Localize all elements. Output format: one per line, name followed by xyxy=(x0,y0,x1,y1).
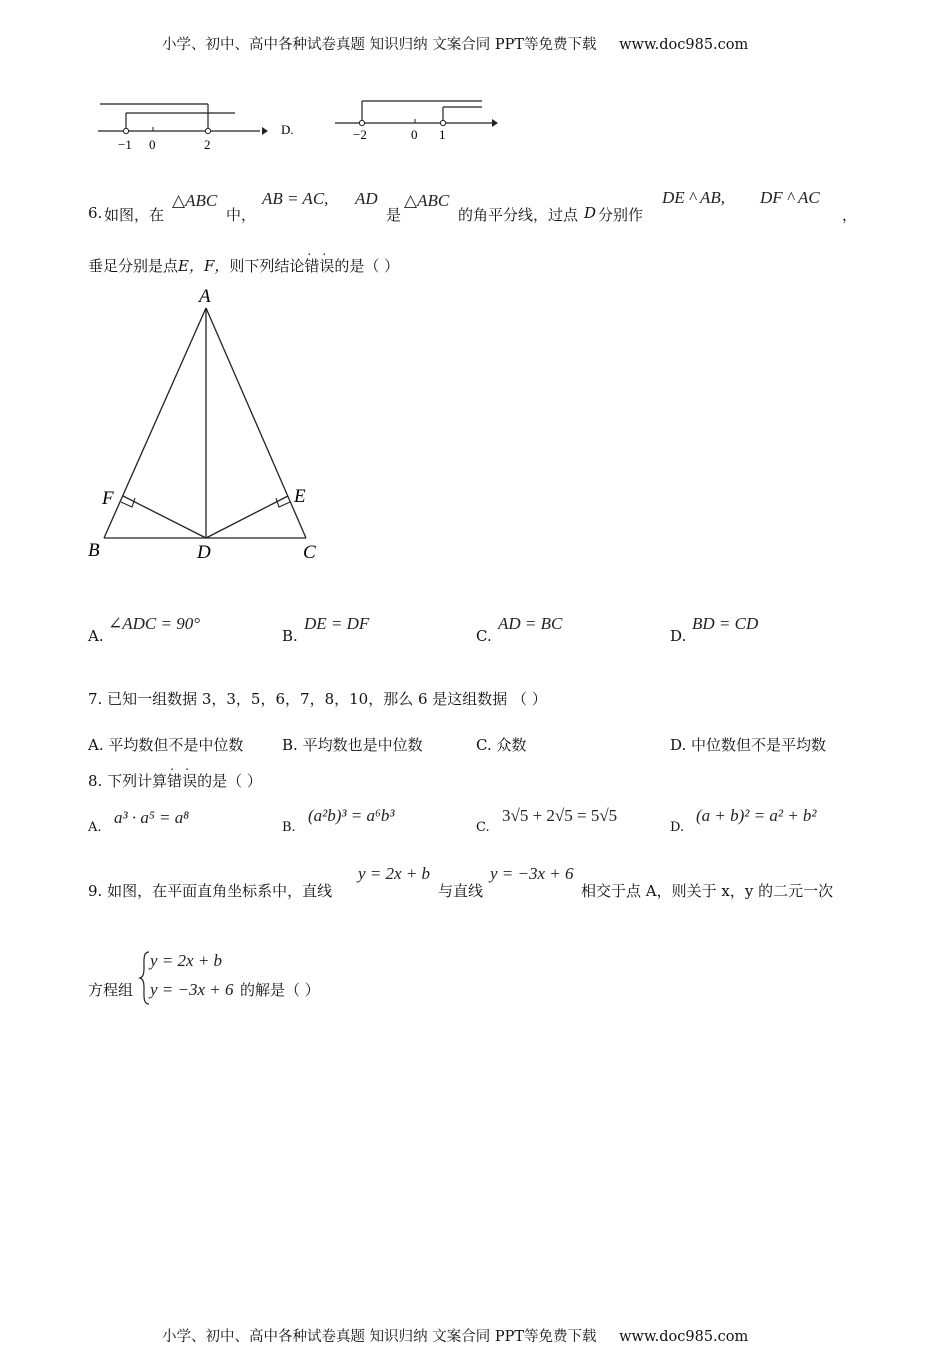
q7-option-label: A. xyxy=(88,736,104,754)
q8-option-label[interactable]: A. xyxy=(88,820,102,835)
vertex-label-d: D xyxy=(197,542,211,563)
vertex-label-e: E xyxy=(294,486,306,507)
q8-option-expr: (a²b)³ = a⁶b³ xyxy=(308,806,395,825)
q9-text: 9. 如图，在平面直角坐标系中，直线 xyxy=(88,882,333,900)
q6-emphasis-text: 错误 xyxy=(304,257,335,275)
q7-option-label: C. xyxy=(476,736,492,754)
vertex-label-c: C xyxy=(303,542,316,563)
q7-option-text: 平均数也是中位数 xyxy=(302,736,423,754)
q7-option-label: D. xyxy=(670,736,687,754)
q7-option[interactable] xyxy=(282,734,423,755)
option-d-label: D. xyxy=(281,122,294,137)
q7-option[interactable] xyxy=(88,734,243,755)
number-line-figures xyxy=(90,95,510,155)
q7-option-text: 众数 xyxy=(496,736,527,754)
q9-text: 与直线 xyxy=(438,882,484,900)
q9-text: 相交于点 A，则关于 x，y 的二元一次 xyxy=(581,882,834,900)
vertex-label-f: F xyxy=(102,488,114,509)
q8-text-pre: 8. 下列计算 xyxy=(88,772,168,790)
q8-option-expr: 3√5 + 2√5 = 5√5 xyxy=(502,806,618,825)
number-line-d xyxy=(335,101,498,142)
q8-option-expr: a³ · a⁵ = a⁸ xyxy=(114,808,190,827)
q9-equation-2: y = −3x + 6 xyxy=(150,980,234,999)
footer-text: 小学、初中、高中各种试卷真题 知识归纳 文案合同 PPT等免费下载 xyxy=(162,1329,597,1345)
q8-emphasis: . . 错误 xyxy=(167,759,198,790)
q8-text xyxy=(88,759,262,791)
q6-math: AB = AC, xyxy=(262,189,329,208)
q6-option-label[interactable]: C. xyxy=(476,627,492,645)
q7-option[interactable] xyxy=(670,734,826,755)
q6-text: ， xyxy=(842,206,858,224)
q9-text: 方程组 xyxy=(88,981,134,999)
tick-label: 1 xyxy=(439,127,446,142)
q6-option-expr: AD = BC xyxy=(498,614,563,633)
q7-option-text: 中位数但不是平均数 xyxy=(691,736,827,754)
q9-equation-1: y = 2x + b xyxy=(150,951,223,970)
tick-label: −2 xyxy=(353,127,367,142)
q6-option-label[interactable]: A. xyxy=(88,627,104,645)
q6-text: 中， xyxy=(226,206,257,224)
q7-option-label: B. xyxy=(282,736,298,754)
q6-number: 6. xyxy=(88,204,103,222)
q6-option-expr: BD = CD xyxy=(692,614,759,633)
q6-emphasis: . . 错误 xyxy=(304,244,335,275)
q7-text: 7. 已知一组数据 3，3，5，6，7，8，10，那么 6 是这组数据 （ ） xyxy=(88,690,547,708)
number-line-c xyxy=(98,104,268,152)
q6-math: △ABC xyxy=(172,191,218,210)
q9-text: 的解是（ ） xyxy=(240,981,320,999)
q6-option-expr: DE = DF xyxy=(304,614,370,633)
q8-text-post: 的是（ ） xyxy=(197,772,262,790)
q8-option-label[interactable]: D. xyxy=(670,820,685,835)
q6-text: 如图，在 xyxy=(104,206,165,224)
vertex-label-b: B xyxy=(88,540,100,561)
q7-option[interactable] xyxy=(476,734,527,755)
footer-banner xyxy=(162,1325,748,1346)
q9-math: y = −3x + 6 xyxy=(490,864,574,883)
header-banner xyxy=(162,33,748,54)
q6-line2-text: 的是（ ） xyxy=(334,257,400,275)
header-text: 小学、初中、高中各种试卷真题 知识归纳 文案合同 PPT等免费下载 xyxy=(162,37,597,53)
q6-math: DF ^ AC xyxy=(760,188,820,207)
q6-text: 分别作 xyxy=(598,206,644,224)
q6-text: 是 xyxy=(386,206,402,224)
q9-math: y = 2x + b xyxy=(358,864,431,883)
header-url[interactable]: www.doc985.com xyxy=(619,37,749,53)
q6-line2-text: 则下列结论 xyxy=(229,257,305,275)
q6-line2-points: E，F， xyxy=(178,257,230,275)
q8-option-label[interactable]: B. xyxy=(282,820,296,835)
q6-math: △ABC xyxy=(404,191,450,210)
q6-text: 的角平分线，过点 xyxy=(458,206,579,224)
footer-url[interactable]: www.doc985.com xyxy=(619,1329,749,1345)
tick-label: 0 xyxy=(149,137,156,152)
q8-option-label[interactable]: C. xyxy=(476,820,490,835)
q8-option-expr: (a + b)² = a² + b² xyxy=(696,806,817,825)
tick-label: 2 xyxy=(204,137,211,152)
tick-label: −1 xyxy=(118,137,132,152)
q6-math: AD xyxy=(355,189,378,208)
triangle-figure xyxy=(80,280,340,570)
q6-option-label[interactable]: D. xyxy=(670,627,687,645)
q7-option-text: 平均数但不是中位数 xyxy=(108,736,244,754)
q6-option-label[interactable]: B. xyxy=(282,627,298,645)
q6-math: DE ^ AB, xyxy=(662,188,726,207)
q8-emphasis-text: 错误 xyxy=(167,772,198,790)
q6-point: D xyxy=(584,204,597,222)
q6-option-expr: ∠ADC = 90° xyxy=(108,614,201,633)
tick-label: 0 xyxy=(411,127,418,142)
vertex-label-a: A xyxy=(199,286,211,307)
q6-line2-text: 垂足分别是点 xyxy=(88,257,179,275)
q6-line2 xyxy=(88,244,400,276)
